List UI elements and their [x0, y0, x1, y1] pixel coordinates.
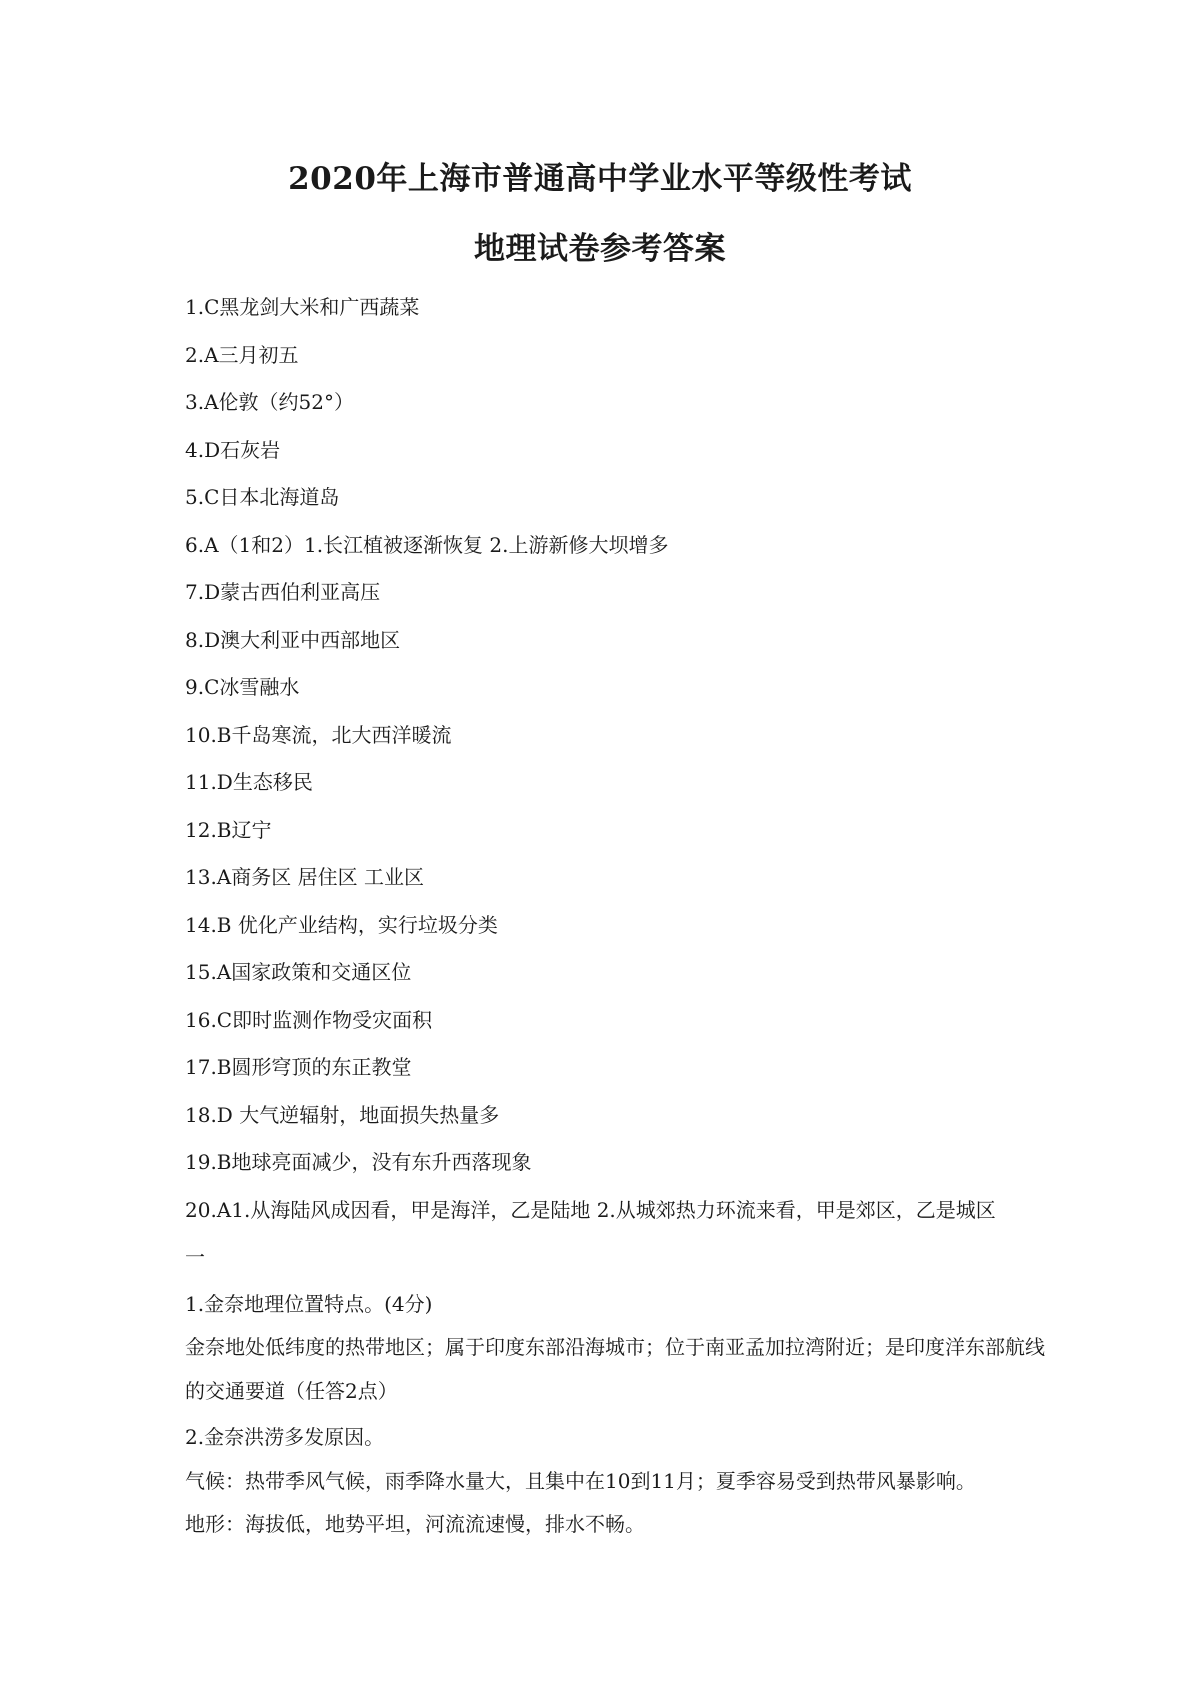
answer-line: 18.D 大气逆辐射，地面损失热量多	[185, 1102, 500, 1127]
answer-line: 12.B辽宁	[185, 817, 272, 842]
page-title: 2020年上海市普通高中学业水平等级性考试	[288, 161, 912, 197]
q1-title: 1.金奈地理位置特点。(4分)	[185, 1292, 433, 1316]
answer-line: 15.A国家政策和交通区位	[185, 960, 412, 984]
answer-line: 14.B 优化产业结构，实行垃圾分类	[185, 912, 498, 937]
answer-line: 16.C即时监测作物受灾面积	[185, 1007, 433, 1032]
answer-line: 9.C冰雪融水	[185, 675, 300, 699]
answer-line: 19.B地球亮面减少，没有东升西落现象	[185, 1150, 532, 1174]
q2-title: 2.金奈洪涝多发原因。	[185, 1425, 385, 1449]
q1-title-block	[185, 1287, 1045, 1331]
answer-line: 6.A（1和2）1.长江植被逐渐恢复 2.上游新修大坝增多	[185, 532, 669, 557]
answer-line: 1.C黑龙剑大米和广西蔬菜	[185, 295, 420, 319]
page-subtitle: 地理试卷参考答案	[474, 231, 726, 267]
section-mark: 一	[185, 1245, 205, 1269]
q1-answer: 金奈地处低纬度的热带地区；属于印度东部沿海城市；位于南亚孟加拉湾附近；是印度洋东部航线的交通要道（任答2点）	[185, 1335, 1045, 1403]
answer-line: 7.D蒙古西伯利亚高压	[185, 580, 381, 604]
answer-line: 13.A商务区 居住区 工业区	[185, 865, 424, 889]
q2-climate: 气候：热带季风气候，雨季降水量大，且集中在10到11月；夏季容易受到热带风暴影响。	[185, 1468, 976, 1493]
answer-line: 3.A伦敦（约52°）	[185, 390, 354, 414]
q2-block	[185, 1420, 1045, 1551]
answer-line: 11.D生态移民	[185, 770, 313, 794]
answer-line: 10.B千岛寒流，北大西洋暖流	[185, 722, 452, 747]
answer-list	[185, 290, 1045, 1288]
answer-line: 20.A1.从海陆风成因看，甲是海洋，乙是陆地 2.从城郊热力环流来看，甲是郊区，乙是城区	[185, 1197, 996, 1222]
answer-line: 17.B圆形穹顶的东正教堂	[185, 1055, 412, 1079]
answer-line: 8.D澳大利亚中西部地区	[185, 627, 401, 652]
answer-line: 4.D石灰岩	[185, 437, 281, 462]
answer-line: 2.A三月初五	[185, 342, 299, 367]
q2-terrain: 地形：海拔低，地势平坦，河流流速慢，排水不畅。	[185, 1512, 645, 1536]
answer-line: 5.C日本北海道岛	[185, 485, 340, 509]
